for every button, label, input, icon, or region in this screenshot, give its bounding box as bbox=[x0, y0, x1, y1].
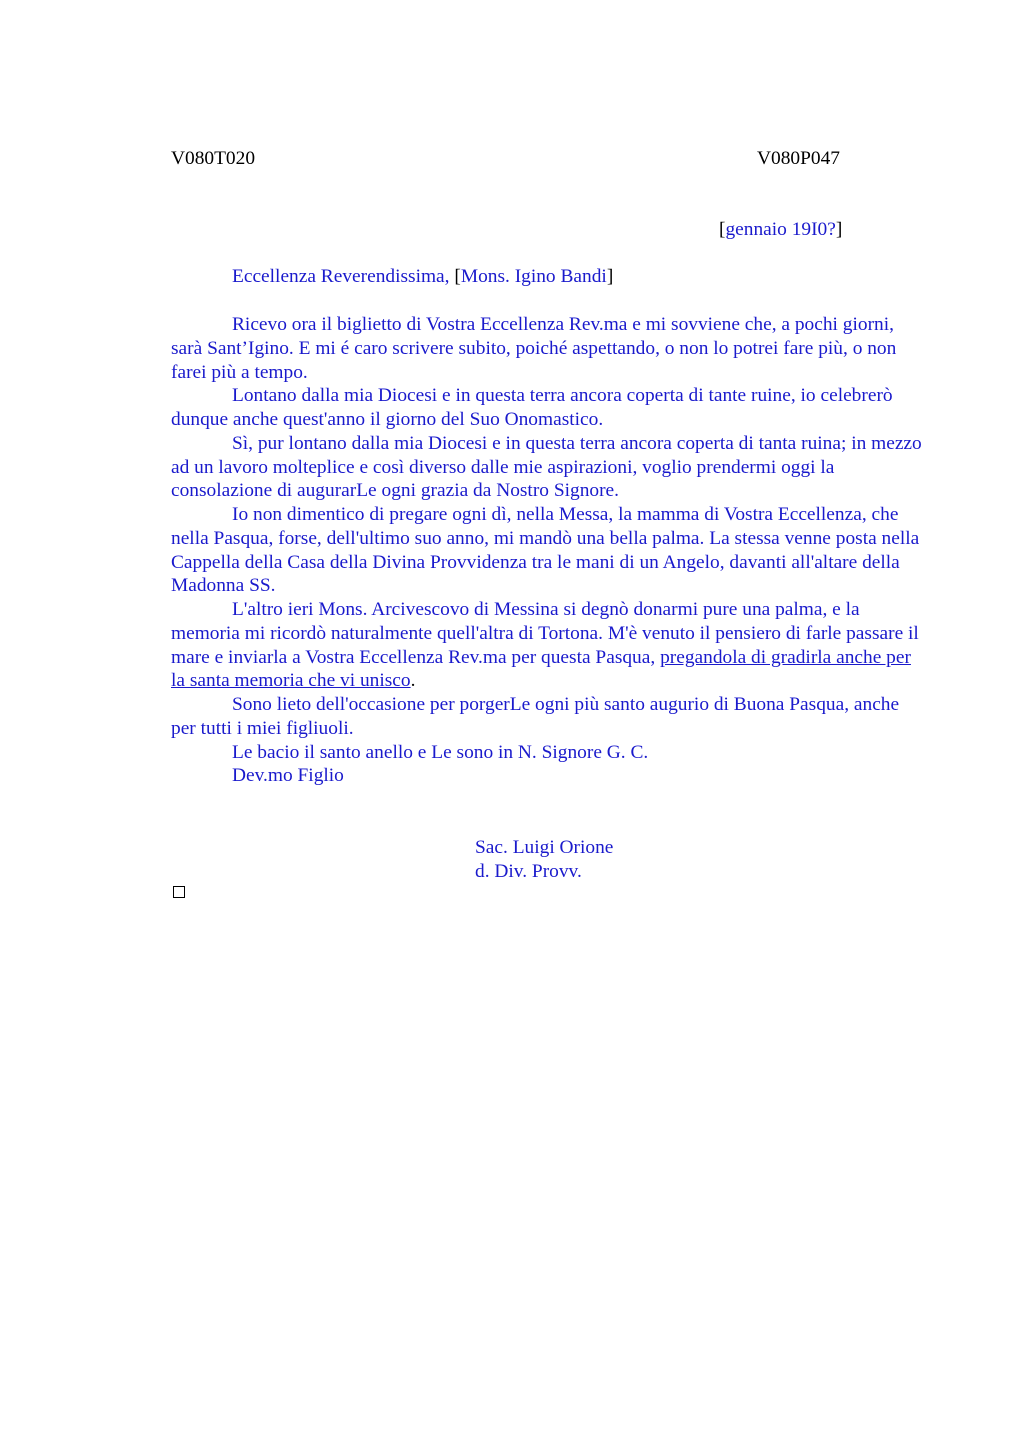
paragraph-5 bbox=[171, 598, 923, 693]
signature-block bbox=[475, 836, 613, 884]
addressee-name: Mons. Igino Bandi bbox=[460, 266, 607, 287]
date-text: gennaio 19I0? bbox=[725, 219, 836, 240]
salutation-text: Eccellenza Reverendissima, bbox=[232, 266, 455, 287]
document-reference-right: V080P047 bbox=[757, 148, 840, 169]
paragraph-8: Dev.mo Figlio bbox=[232, 765, 344, 787]
paragraph-7: Le bacio il santo anello e Le sono in N. Signore G. C. bbox=[232, 741, 649, 763]
document-reference-left: V080T020 bbox=[171, 148, 256, 169]
paragraph-3: Sì, pur lontano dalla mia Diocesi e in questa terra ancora coperta di tanta ruina; in mezzo ad un lavoro molteplice e così diverso dalle mie aspirazioni, voglio prendermi oggi la consolazione di augurarLe ogni grazia da Nostro Signore. bbox=[171, 432, 922, 502]
signature-name: Sac. Luigi Orione bbox=[475, 837, 614, 858]
letter-body bbox=[171, 313, 923, 788]
checkbox-square-icon bbox=[173, 886, 185, 898]
letter-date bbox=[719, 218, 842, 242]
date-close-bracket: ] bbox=[835, 219, 843, 240]
salutation bbox=[232, 265, 613, 289]
paragraph-5-underlined: pregandola di gradirla anche per la santa memoria che vi unisco bbox=[171, 646, 911, 692]
paragraph-4: Io non dimentico di pregare ogni dì, nella Messa, la mamma di Vostra Eccellenza, che nella Pasqua, forse, dell'ultimo suo anno, mi mandò una bella palma. La stessa venne posta nella Cappella della Casa della Divina Provvidenza tra le mani di un Angelo, davanti all'altare della Madonna SS. bbox=[171, 504, 920, 597]
paragraph-6: Sono lieto dell'occasione per porgerLe ogni più santo augurio di Buona Pasqua, anche per tutti i miei figliuoli. bbox=[171, 694, 900, 739]
addressee-close-bracket: ] bbox=[606, 266, 614, 287]
signature-title: d. Div. Provv. bbox=[475, 861, 582, 882]
paragraph-5-start: L'altro ieri Mons. Arcivescovo di Messina si degnò donarmi pure una palma, e la memoria mi ricordò naturalmente quell'altra di Tortona. M'è venuto il pensiero di farle passare il mare e inviarla a Vostra Eccellenza Rev.ma per questa Pasqua, bbox=[171, 599, 919, 668]
date-open-bracket: [ bbox=[719, 219, 726, 240]
addressee-open-bracket: [ bbox=[454, 266, 461, 287]
paragraph-5-end: . bbox=[410, 670, 416, 692]
paragraph-1: Ricevo ora il biglietto di Vostra Eccellenza Rev.ma e mi sovviene che, a pochi giorni, sarà Sant’Igino. E mi é caro scrivere subito, poiché aspettando, o non lo potrei fare più, o non farei più a tempo. bbox=[171, 314, 897, 383]
paragraph-2: Lontano dalla mia Diocesi e in questa terra ancora coperta di tante ruine, io celebrerò dunque anche quest'anno il giorno del Suo Onomastico. bbox=[171, 385, 893, 430]
